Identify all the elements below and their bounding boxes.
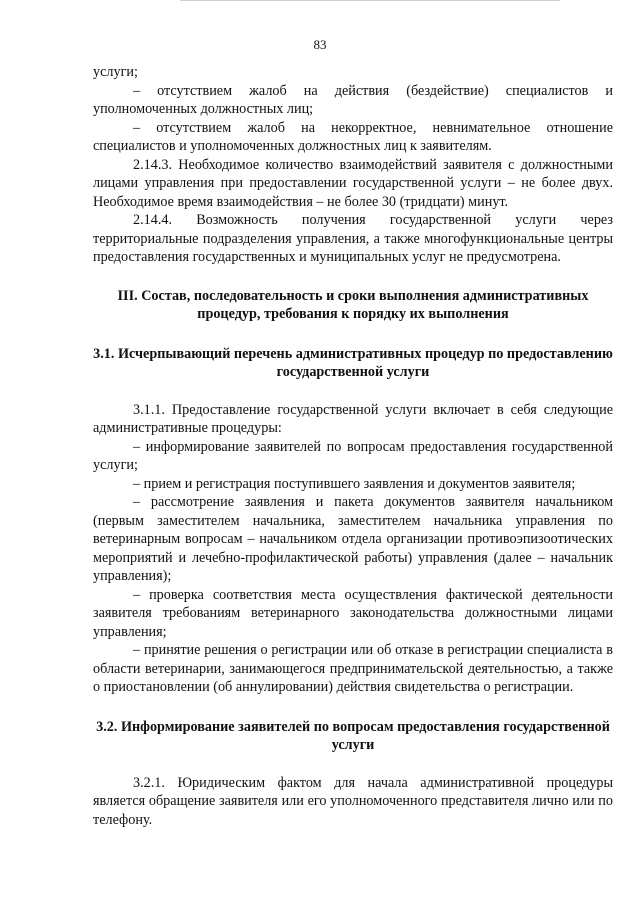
list-item: – информирование заявителей по вопросам предоставления государственной услуги; (93, 438, 613, 473)
paragraph: 3.1.1. Предоставление государственной услуги включает в себя следующие административные процедуры: (93, 401, 613, 436)
list-item: – принятие решения о регистрации или об отказе в регистрации специалиста в области ветеринарии, занимающегося предпринимательской деятельностью, а также о приостановлении (об аннулировании) действия свидетельства о регистрации. (93, 642, 613, 695)
list-item: – рассмотрение заявления и пакета документов заявителя начальником (первым заместителем начальника, заместителем начальника управления по ветеринарным вопросам – начальником отдела организации противоэпизоотических мероприятий и лечебно-профилактической работы) управления (далее – начальник управления); (93, 494, 613, 584)
paragraph: 3.2.1. Юридическим фактом для начала административной процедуры является обращение заявителя или его уполномоченного представителя лично или по телефону. (93, 774, 613, 828)
subsection-heading: 3.1. Исчерпывающий перечень административных процедур по предоставлению государственной услуги (93, 345, 613, 380)
paragraph: – отсутствием жалоб на некорректное, невнимательное отношение специалистов и уполномоченных должностных лиц к заявителям. (93, 119, 613, 154)
paragraph: 2.14.3. Необходимое количество взаимодействий заявителя с должностными лицами управления при предоставлении государственной услуги – не более двух. Необходимое время взаимодействия – не более 30 (тридцати) минут. (93, 156, 613, 210)
document-body (93, 63, 613, 829)
list-item: – прием и регистрация поступившего заявления и документов заявителя; (133, 475, 576, 492)
top-rule (180, 0, 560, 1)
paragraph: услуги; (93, 64, 138, 80)
list-item: – проверка соответствия места осуществления фактической деятельности заявителя требованиям ветеринарного законодательства должностными лицами управления; (93, 586, 613, 640)
paragraph: 2.14.4. Возможность получения государственной услуги через территориальные подразделения управления, а также многофункциональные центры предоставления государственных и муниципальных услуг не предусмотрена. (93, 212, 613, 265)
page-number: 83 (313, 37, 327, 52)
subsection-heading: 3.2. Информирование заявителей по вопросам предоставления государственной услуги (96, 718, 610, 753)
paragraph: – отсутствием жалоб на действия (бездействие) специалистов и уполномоченных должностных лиц; (93, 82, 613, 117)
section-heading: III. Состав, последовательность и сроки выполнения административных процедур, требования к порядку их выполнения (117, 287, 589, 322)
